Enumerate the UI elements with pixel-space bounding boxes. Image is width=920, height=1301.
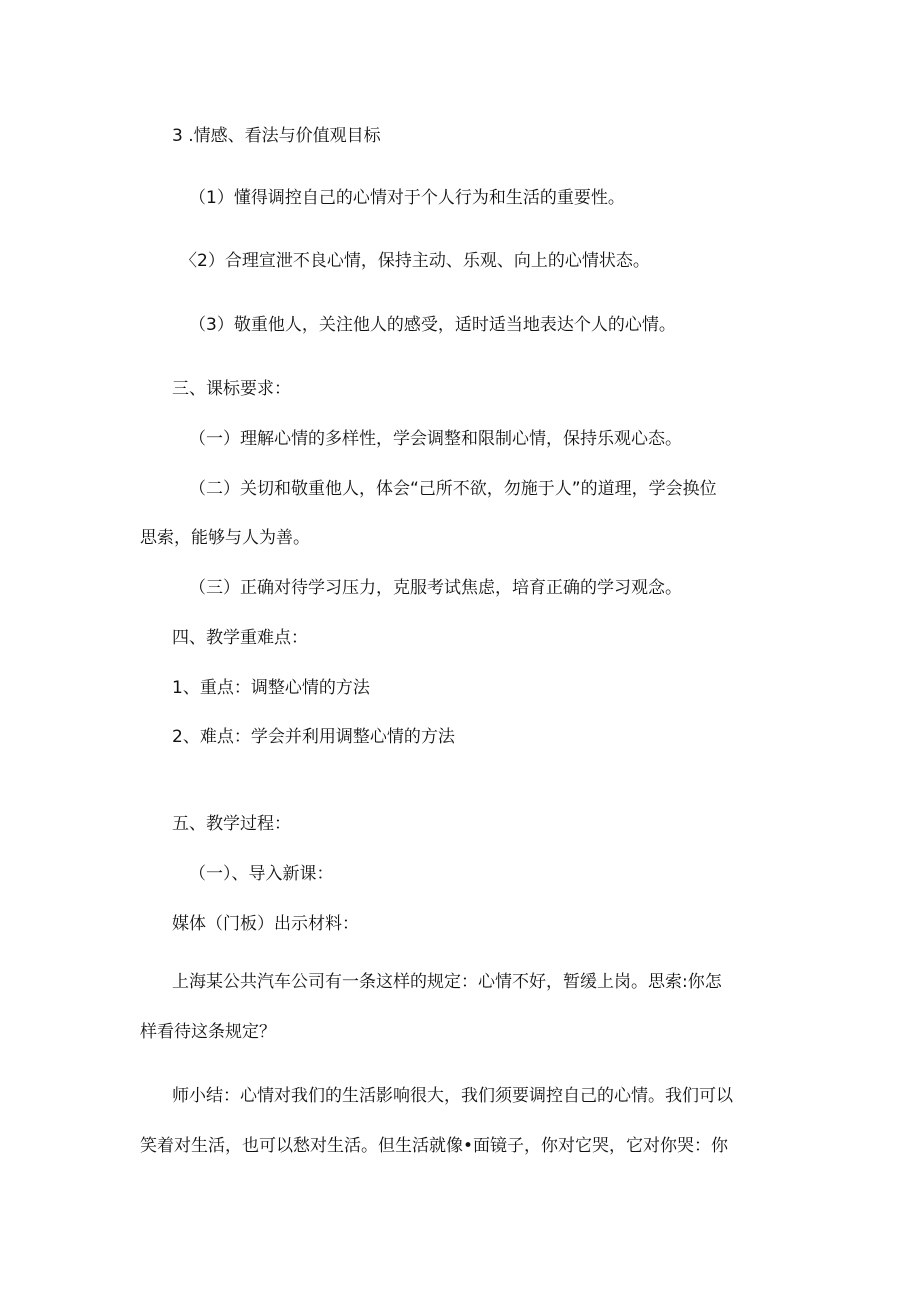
section-heading-process: 五、教学过程： (172, 814, 291, 834)
goal-item-1: （1）懂得调控自己的心情对于个人行为和生活的重要性。 (189, 188, 625, 208)
section-heading-key-points: 四、教学重难点： (172, 628, 308, 648)
curriculum-item-3: （三）正确对待学习压力，克服考试焦虑，培育正确的学习观念。 (189, 578, 682, 598)
section-heading-emotion-goals: 3 .情感、看法与价值观目标 (172, 126, 381, 146)
curriculum-item-1: （一）理解心情的多样性，学会调整和限制心情，保持乐观心态。 (189, 429, 682, 449)
media-material-heading: 媒体（门板）出示材料： (172, 914, 359, 934)
section-heading-curriculum: 三、课标要求： (172, 379, 291, 399)
goal-item-3: （3）敬重他人，关注他人的感受，适时适当地表达个人的心情。 (189, 315, 676, 335)
material-paragraph-line-2: 样看待这条规定？ (140, 1022, 276, 1042)
summary-paragraph-line-1: 师小结：心情对我们的生活影响很大，我们须要调控自己的心情。我们可以 (172, 1086, 733, 1106)
curriculum-item-2-continued: 思索，能够与人为善。 (140, 528, 310, 548)
goal-item-2: 〈2）合理宣泄不良心情，保持主动、乐观、向上的心情状态。 (180, 251, 650, 271)
material-paragraph-line-1: 上海某公共汽车公司有一条这样的规定：心情不好，暂缓上岗。思索:你怎 (172, 972, 722, 992)
key-point-2: 2、难点：学会并利用调整心情的方法 (172, 727, 455, 747)
curriculum-item-2: （二）关切和敬重他人，体会“己所不欲，勿施于人”的道理，学会换位 (189, 479, 717, 499)
key-point-1: 1、重点：调整心情的方法 (172, 678, 370, 698)
process-step-intro: （一）、导入新课： (189, 864, 334, 884)
summary-paragraph-line-2: 笑着对生活，也可以愁对生活。但生活就像•面镜子，你对它哭，它对你哭：你 (140, 1136, 729, 1156)
